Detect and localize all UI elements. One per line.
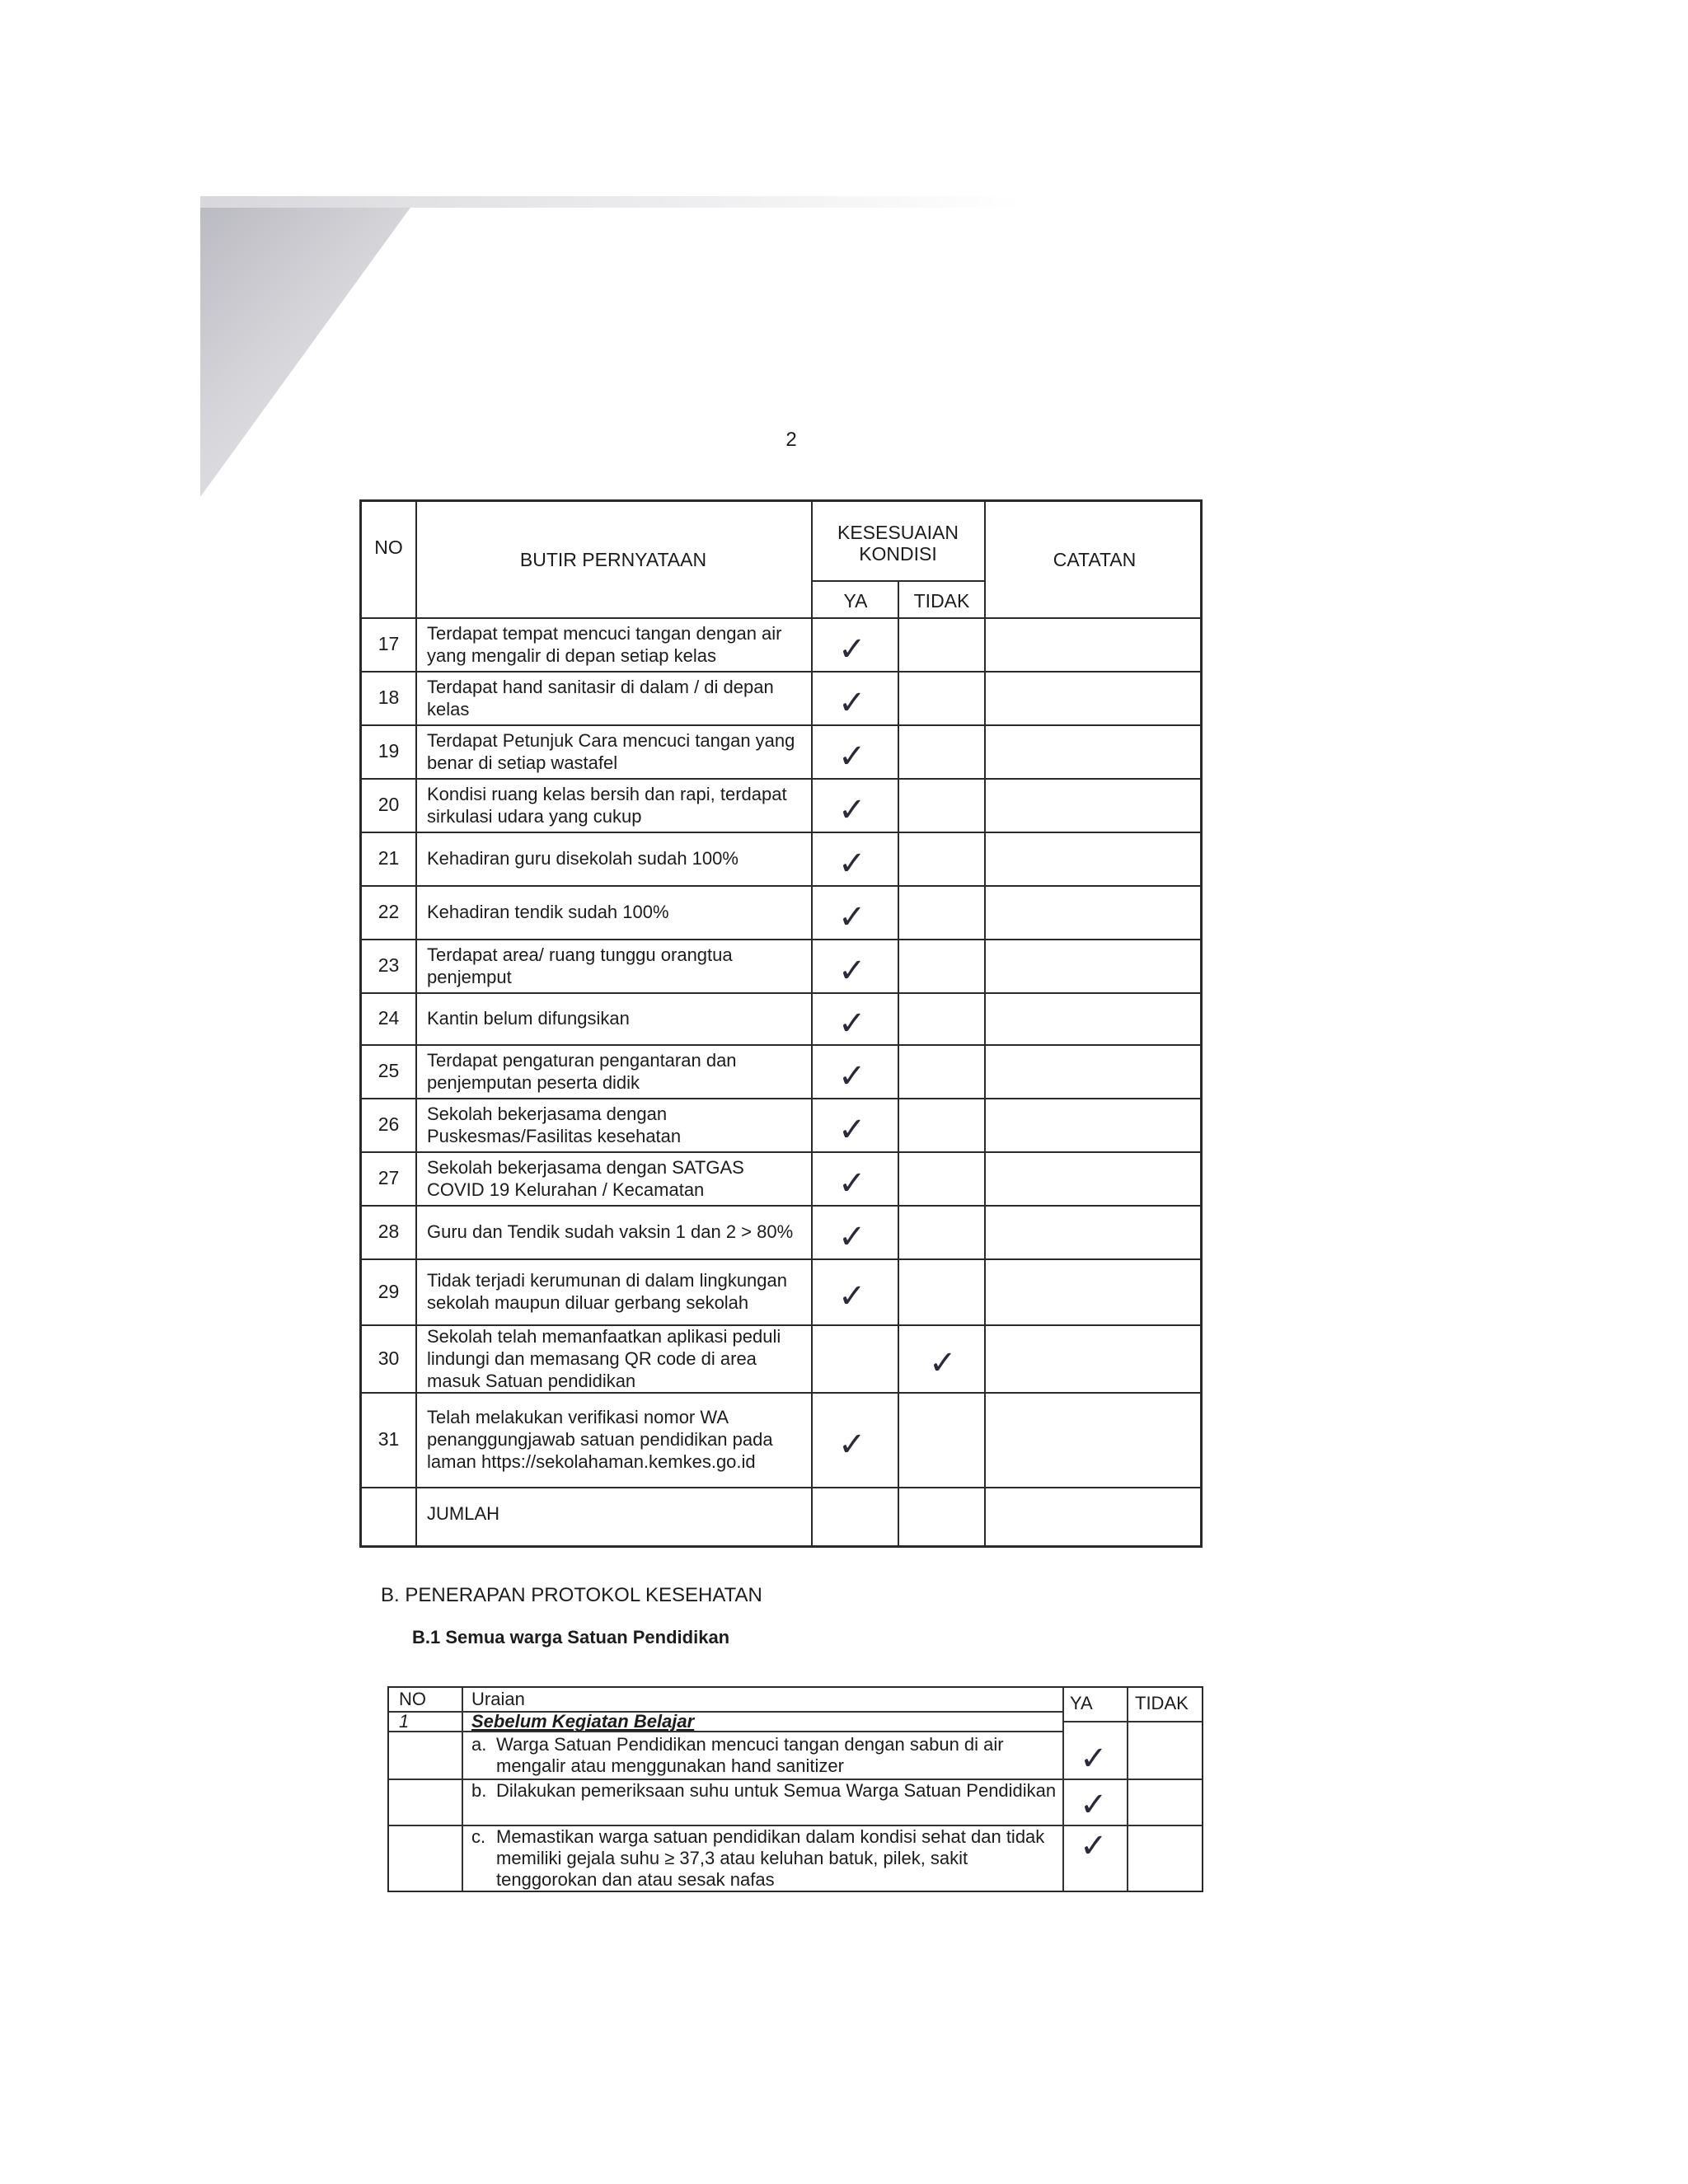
row-number: 23	[377, 954, 400, 976]
t2-item-c-letter: c.	[471, 1826, 486, 1847]
row-number: 26	[377, 1113, 400, 1135]
header-notes: CATATAN	[1053, 548, 1137, 570]
row-number: 27	[377, 1167, 400, 1188]
check-mark: ✓	[838, 898, 866, 936]
check-mark: ✓	[838, 1277, 866, 1315]
check-mark: ✓	[838, 1165, 866, 1202]
row-statement: Sekolah bekerjasama dengan SATGAS COVID 19 Kelurahan / Kecamatan	[427, 1156, 744, 1200]
t2-check-c: ✓	[1080, 1827, 1108, 1865]
row-number: 19	[377, 740, 400, 762]
check-mark: ✓	[838, 684, 866, 722]
t2-item-b-text: Dilakukan pemeriksaan suhu untuk Semua Warga Satuan Pendidikan	[496, 1780, 1057, 1801]
section-b1-subtitle: B.1 Semua warga Satuan Pendidikan	[412, 1627, 730, 1647]
t2-header-no: NO	[399, 1689, 426, 1709]
row-statement: Telah melakukan verifikasi nomor WA penanggungjawab satuan pendidikan pada laman https://sekolahaman.kemkes.go.id	[427, 1407, 773, 1472]
row-statement: Terdapat hand sanitasir di dalam / di depan kelas	[427, 676, 774, 719]
header-conformity: KESESUAIAN KONDISI	[837, 522, 959, 565]
check-mark: ✓	[929, 1344, 957, 1382]
row-number: 22	[377, 901, 400, 922]
row-statement: Sekolah bekerjasama dengan Puskesmas/Fasilitas kesehatan	[427, 1103, 682, 1146]
t2-check-b: ✓	[1080, 1786, 1108, 1824]
row-statement: Terdapat tempat mencuci tangan dengan air yang mengalir di depan setiap kelas	[427, 622, 782, 666]
row-statement: Kehadiran tendik sudah 100%	[427, 902, 669, 922]
row-number: 30	[377, 1347, 400, 1369]
checklist-table	[359, 499, 1203, 1548]
t2-header-yes: YA	[1070, 1693, 1093, 1713]
check-mark: ✓	[838, 1057, 866, 1095]
row-statement: Kehadiran guru disekolah sudah 100%	[427, 848, 738, 869]
t2-item-c-text: Memastikan warga satuan pendidikan dalam kondisi sehat dan tidak memiliki gejala suhu ≥ 37,3 atau keluhan batuk, pilek, sakit tenggorokan dan atau sesak nafas	[496, 1826, 1045, 1890]
row-number: 20	[377, 794, 400, 815]
t2-group-no: 1	[399, 1711, 410, 1732]
row-statement: Sekolah telah memanfaatkan aplikasi peduli lindungi dan memasang QR code di area masuk Satuan pendidikan	[427, 1325, 781, 1391]
row-statement: Terdapat Petunjuk Cara mencuci tangan yang benar di setiap wastafel	[427, 729, 795, 773]
row-number: 29	[377, 1280, 400, 1302]
check-mark: ✓	[838, 630, 866, 668]
check-mark: ✓	[838, 1005, 866, 1043]
total-row-no	[362, 1487, 415, 1540]
check-mark: ✓	[838, 738, 866, 776]
t2-group-title: Sebelum Kegiatan Belajar	[471, 1711, 695, 1732]
total-label: JUMLAH	[427, 1503, 500, 1524]
check-mark: ✓	[838, 791, 866, 829]
page-number: 2	[785, 429, 797, 451]
check-mark: ✓	[838, 952, 866, 990]
row-number: 21	[377, 847, 400, 869]
scan-edge	[200, 196, 1025, 208]
row-statement: Kondisi ruang kelas bersih dan rapi, terdapat sirkulasi udara yang cukup	[427, 783, 787, 827]
row-statement: Terdapat pengaturan pengantaran dan penjemputan peserta didik	[427, 1049, 737, 1093]
header-statement: BUTIR PERNYATAAN	[519, 548, 707, 570]
t2-header-tidak: TIDAK	[1135, 1693, 1189, 1713]
header-tidak: TIDAK	[913, 589, 970, 612]
header-no: NO	[374, 536, 403, 558]
row-number: 24	[377, 1007, 400, 1029]
row-statement: Terdapat area/ ruang tunggu orangtua penjemput	[427, 944, 733, 987]
row-statement: Tidak terjadi kerumunan di dalam lingkungan sekolah maupun diluar gerbang sekolah	[427, 1270, 787, 1313]
header-yes: YA	[843, 589, 868, 612]
row-statement: Kantin belum difungsikan	[427, 1008, 630, 1029]
row-number: 17	[377, 633, 400, 654]
row-number: 18	[377, 687, 400, 708]
check-mark: ✓	[838, 845, 866, 883]
check-mark: ✓	[838, 1218, 866, 1256]
section-b-title: B. PENERAPAN PROTOKOL KESEHATAN	[381, 1584, 762, 1606]
page-fold-shadow	[200, 196, 419, 497]
check-mark: ✓	[838, 1111, 866, 1149]
t2-check-a: ✓	[1080, 1740, 1108, 1778]
row-number: 31	[377, 1428, 400, 1450]
protocol-table	[387, 1686, 1203, 1892]
t2-item-a-letter: a.	[471, 1734, 487, 1755]
check-mark: ✓	[838, 1426, 866, 1464]
row-number: 25	[377, 1060, 400, 1081]
t2-item-b-letter: b.	[471, 1780, 487, 1801]
t2-header-description: Uraian	[471, 1689, 525, 1709]
row-statement: Guru dan Tendik sudah vaksin 1 dan 2 > 80%	[427, 1221, 794, 1242]
t2-item-a-text: Warga Satuan Pendidikan mencuci tangan dengan sabun di air mengalir atau menggunakan hand sanitizer	[496, 1734, 1004, 1776]
row-number: 28	[377, 1221, 400, 1242]
